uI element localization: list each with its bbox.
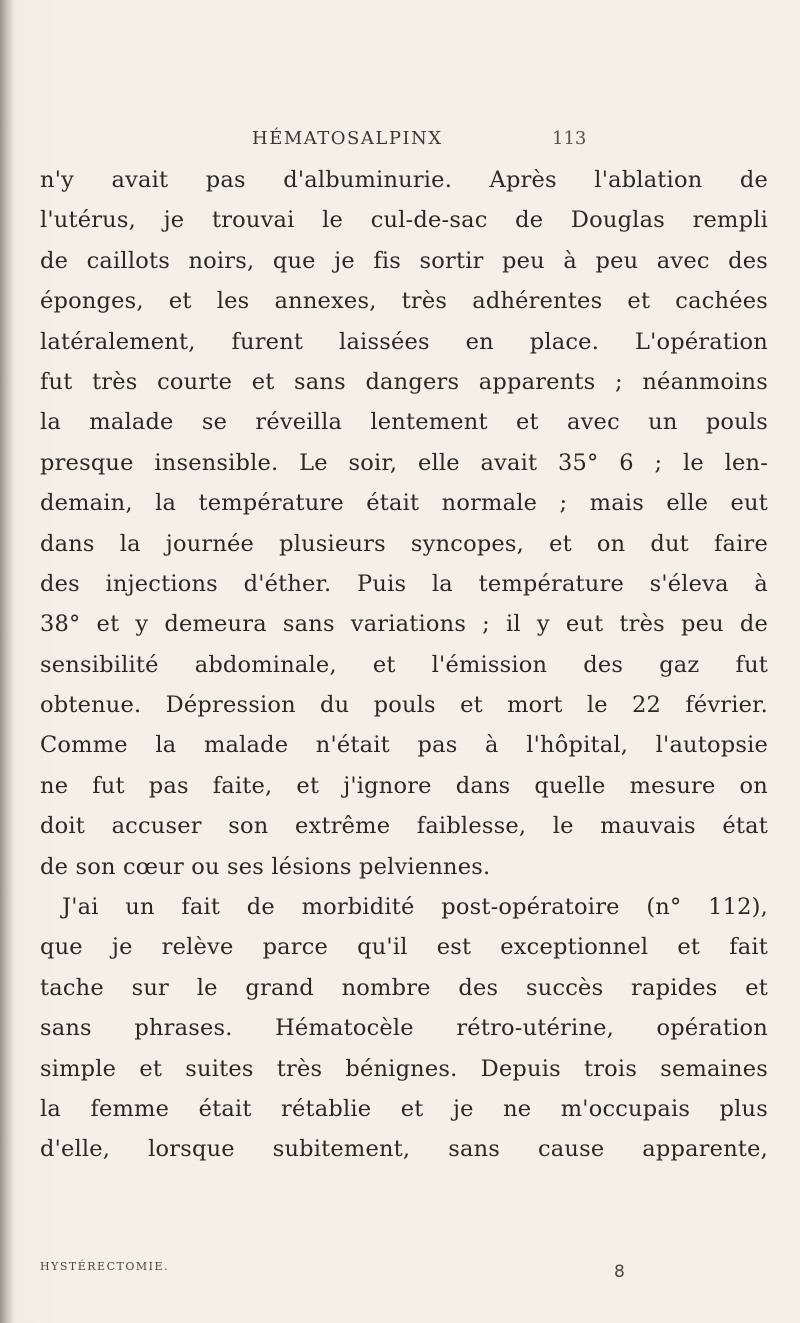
text-line: n'y avait pas d'albuminurie. Après l'ablation de: [40, 167, 768, 193]
text-line: que je relève parce qu'il est exceptionnel et fait: [40, 934, 768, 961]
page-footer: [40, 1260, 768, 1284]
signature-number: 8: [614, 1262, 625, 1282]
text-line: de caillots noirs, que je fis sortir peu à peu avec des: [40, 247, 768, 274]
printer-signature: HYSTÉRECTOMIE.: [40, 1260, 169, 1273]
text-line: fut très courte et sans dangers apparents ; néanmoins: [40, 368, 768, 395]
text-line: obtenue. Dépression du pouls et mort le 22 février.: [40, 692, 768, 719]
text-line: presque insensible. Le soir, elle avait 35° 6 ; le len-: [40, 449, 768, 476]
text-line: 38° et y demeura sans variations ; il y eut très peu de: [40, 611, 768, 638]
text-line: éponges, et les annexes, très adhérentes et cachées: [40, 288, 768, 315]
text-line: Comme la malade n'était pas à l'hôpital, l'autopsie: [40, 732, 768, 759]
body-text: [40, 160, 768, 1170]
text-line: ne fut pas faite, et j'ignore dans quelle mesure on: [40, 772, 768, 799]
running-title: HÉMATOSALPINX: [252, 128, 443, 149]
text-line: tache sur le grand nombre des succès rapides et: [40, 974, 768, 1001]
text-line: de son cœur ou ses lésions pelviennes.: [40, 853, 491, 880]
text-line: J'ai un fait de morbidité post-opératoire (n° 112),: [62, 894, 768, 921]
text-line: dans la journée plusieurs syncopes, et on dut faire: [40, 530, 768, 557]
text-line: sensibilité abdominale, et l'émission des gaz fut: [40, 651, 768, 678]
text-line: la malade se réveilla lentement et avec un pouls: [40, 409, 768, 436]
text-line: latéralement, furent laissées en place. L'opération: [40, 328, 768, 355]
binding-shadow: [0, 0, 14, 1323]
text-line: d'elle, lorsque subitement, sans cause apparente,: [40, 1136, 768, 1163]
text-line: sans phrases. Hématocèle rétro-utérine, opération: [40, 1015, 768, 1042]
text-line: des injections d'éther. Puis la température s'éleva à: [40, 570, 768, 597]
text-line: demain, la température était normale ; mais elle eut: [40, 490, 768, 517]
text-line: la femme était rétablie et je ne m'occupais plus: [40, 1095, 768, 1122]
page-number: 113: [552, 128, 587, 149]
text-line: l'utérus, je trouvai le cul-de-sac de Douglas rempli: [40, 207, 768, 234]
page-header: [252, 128, 792, 154]
text-line: doit accuser son extrême faiblesse, le mauvais état: [40, 813, 768, 840]
text-line: simple et suites très bénignes. Depuis trois semaines: [40, 1055, 768, 1082]
